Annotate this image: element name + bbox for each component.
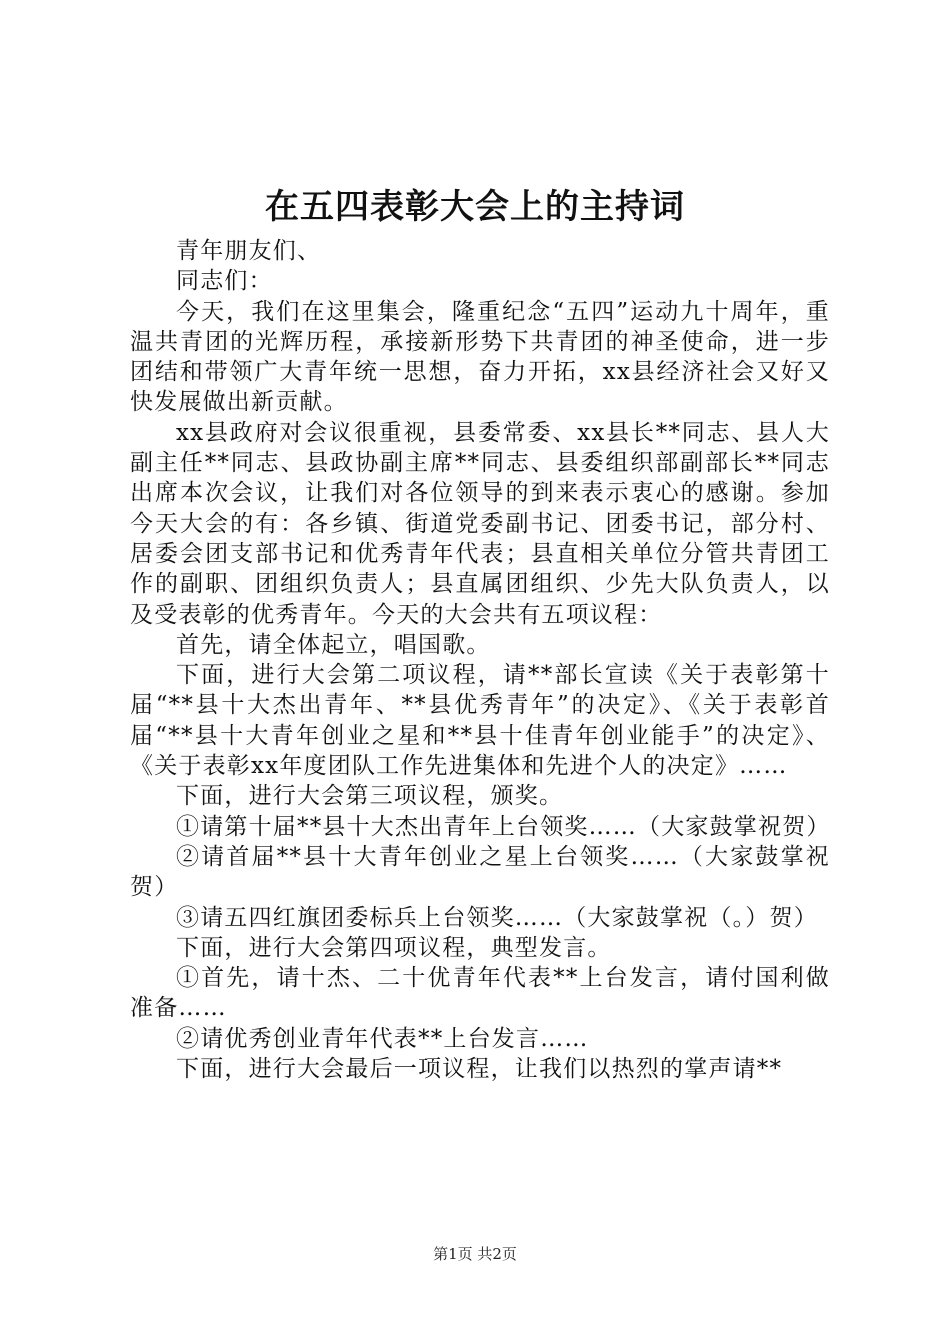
paragraph-award-3: ③请五四红旗团委标兵上台领奖……（大家鼓掌祝（。）贺） [176,904,818,931]
paragraph-agenda-3: 下面，进行大会第三项议程，颁奖。 [176,783,564,810]
page-footer: 第1页 共2页 [433,1245,517,1263]
paragraph-award-2: ②请首届**县十大青年创业之星上台领奖……（大家鼓掌祝贺） [130,843,830,901]
document-title: 在五四表彰大会上的主持词 [265,187,685,227]
paragraph-agenda-4: 下面，进行大会第四项议程，典型发言。 [176,934,612,961]
paragraph-opening: 今天，我们在这里集会，隆重纪念“五四”运动九十周年，重温共青团的光辉历程，承接新形势下共青团的神圣使命，进一步团结和带领广大青年统一思想，奋力开拓，xx县经济社会又好又快发展做出新贡献。 [130,298,830,416]
document-body [130,236,830,1084]
paragraph-greeting-1: 青年朋友们、 [176,238,322,264]
paragraph-greeting-2: 同志们： [176,268,273,295]
paragraph-agenda-final: 下面，进行大会最后一项议程，让我们以热烈的掌声请** [176,1056,783,1083]
paragraph-agenda-1: 首先，请全体起立，唱国歌。 [176,631,491,658]
paragraph-agenda-2: 下面，进行大会第二项议程，请**部长宣读《关于表彰第十届“**县十大杰出青年、**县优秀青年”的决定》、《关于表彰首届“**县十大青年创业之星和**县十佳青年创业能手”的决定》、《关于表彰xx年度团队工作先进集体和先进个人的决定》…… [130,662,830,780]
paragraph-speech-1: ①首先，请十杰、二十优青年代表**上台发言，请付国利做准备…… [130,965,830,1022]
paragraph-attendees: xx县政府对会议很重视，县委常委、xx县长**同志、县人大副主任**同志、县政协副主席**同志、县委组织部副部长**同志出席本次会议，让我们对各位领导的到来表示衷心的感谢。参加今天大会的有：各乡镇、街道党委副书记、团委书记，部分村、居委会团支部书记和优秀青年代表；县直相关单位分管共青团工作的副职、团组织负责人；县直属团组织、少先大队负责人，以及受表彰的优秀青年。今天的大会共有五项议程： [130,419,830,628]
paragraph-award-1: ①请第十届**县十大杰出青年上台领奖……（大家鼓掌祝贺） [176,813,831,840]
paragraph-speech-2: ②请优秀创业青年代表**上台发言…… [176,1025,589,1052]
